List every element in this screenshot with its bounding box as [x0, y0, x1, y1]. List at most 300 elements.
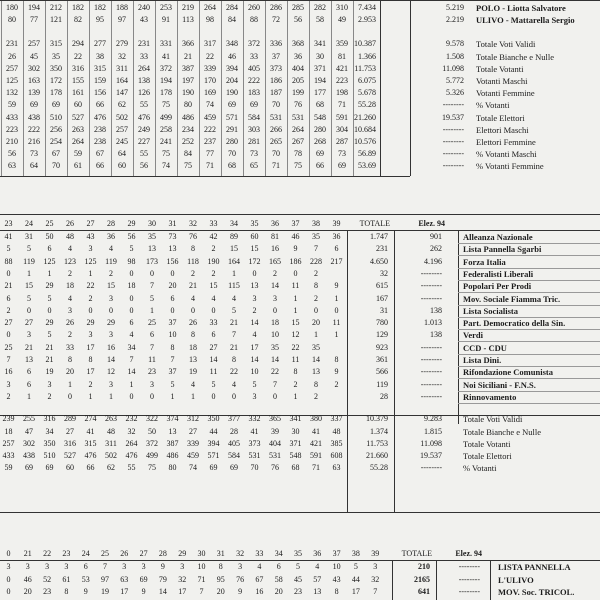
table-cell: 98: [127, 256, 136, 266]
table-cell: 182: [94, 3, 106, 12]
table-cell: 204: [226, 76, 238, 85]
table-cell: 3: [109, 379, 113, 389]
table-cell: 52: [43, 574, 52, 584]
table-row: [0, 561, 600, 573]
table-cell: 55: [127, 463, 136, 473]
table-cell: 13: [25, 355, 33, 364]
table-cell: 76: [236, 574, 245, 584]
table-cell: 336: [270, 39, 282, 49]
table-cell: 66: [96, 161, 104, 171]
table-cell: 316: [64, 438, 76, 448]
table-cell: 0: [150, 391, 154, 401]
table-cell: 571: [207, 451, 220, 461]
table-cell: 0: [252, 268, 257, 278]
table-cell: 27: [209, 342, 218, 352]
column-rule: [1, 0, 2, 176]
table-cell: 178: [160, 88, 172, 98]
table-cell: 499: [146, 451, 158, 461]
column-rule: [309, 0, 310, 176]
table-cell: 2: [252, 305, 257, 315]
total-cell: 129: [376, 330, 388, 340]
table-cell: 64: [30, 161, 38, 171]
table-cell: 67: [52, 149, 60, 159]
table-row: [0, 256, 600, 268]
table-cell: 18: [189, 342, 197, 352]
total-cell: 10.387: [354, 39, 376, 49]
table-cell: 15: [230, 244, 238, 254]
table-cell: 1: [109, 391, 113, 401]
table-cell: 75: [294, 161, 302, 171]
table-cell: 132: [6, 88, 18, 98]
table-cell: 284: [226, 3, 238, 12]
table-cell: 2: [88, 293, 93, 303]
table-cell: 84: [184, 149, 192, 159]
table-cell: 61: [62, 574, 71, 584]
table-cell: 0: [27, 305, 31, 315]
table-cell: 7: [170, 355, 175, 364]
table-cell: 591: [336, 112, 348, 122]
table-cell: 21: [25, 342, 33, 352]
prev-cell: --------: [442, 124, 464, 134]
column-header: 33: [255, 549, 264, 558]
table-cell: 0: [150, 268, 154, 278]
table-cell: 67: [255, 574, 264, 584]
table-cell: 2: [6, 305, 11, 315]
table-row: [0, 160, 600, 172]
prev-cell: --------: [420, 281, 442, 291]
table-cell: 13: [250, 281, 259, 291]
prev-cell: 5.772: [446, 76, 464, 85]
table-cell: 289: [64, 414, 76, 424]
table-cell: 14: [209, 355, 218, 364]
table-cell: 0: [191, 305, 195, 315]
table-cell: 371: [289, 438, 302, 448]
table-cell: 5: [47, 330, 52, 340]
table-cell: 438: [28, 112, 40, 122]
prev-header: Elez. 94: [455, 549, 482, 558]
table-cell: 66: [96, 100, 104, 110]
row-label: LISTA PANNELLA: [498, 562, 571, 572]
total-header: TOTALE: [401, 549, 432, 558]
table-cell: 7: [373, 587, 378, 596]
table-cell: 264: [125, 438, 138, 448]
table-cell: 20: [312, 318, 320, 328]
table-cell: 253: [160, 3, 172, 12]
table-cell: 59: [74, 149, 82, 159]
table-cell: 0: [6, 574, 11, 584]
row-label: Lista Dini.: [463, 355, 502, 365]
table-cell: 29: [45, 281, 54, 291]
table-cell: 584: [248, 112, 260, 122]
table-cell: 3: [45, 562, 50, 571]
table-cell: 37: [168, 318, 177, 328]
total-cell: 167: [376, 293, 388, 303]
table-cell: 0: [232, 391, 236, 401]
table-cell: 44: [209, 426, 218, 436]
table-cell: 371: [314, 63, 326, 73]
table-cell: 222: [248, 76, 260, 85]
table-cell: 46: [228, 51, 236, 61]
table-cell: 13: [313, 587, 322, 596]
total-cell: 32: [380, 268, 388, 278]
column-header: 39: [332, 219, 341, 228]
table-row: [0, 391, 600, 403]
table-cell: 433: [6, 112, 18, 122]
table-cell: 118: [187, 256, 199, 266]
table-cell: 0: [47, 305, 52, 315]
table-cell: 69: [228, 100, 236, 110]
table-cell: 0: [88, 305, 93, 315]
table-cell: 7: [232, 330, 236, 340]
table-cell: 60: [118, 161, 126, 171]
total-cell: 1.374: [370, 426, 388, 436]
table-cell: 186: [270, 76, 282, 85]
table-cell: 499: [160, 112, 172, 122]
table-cell: 3: [180, 562, 185, 571]
prev-cell: 138: [430, 330, 442, 340]
table-cell: 286: [270, 3, 282, 12]
table-cell: 70: [272, 149, 280, 159]
table-cell: 14: [250, 318, 259, 328]
table-cell: 27: [66, 426, 74, 436]
table-header: [0, 218, 600, 230]
column-header: 22: [43, 549, 52, 558]
table-cell: 113: [182, 15, 194, 25]
table-cell: 17: [178, 587, 187, 596]
row-label: Totale Voti Validi: [476, 39, 536, 50]
table-cell: 34: [45, 426, 54, 436]
table-cell: 41: [4, 232, 13, 241]
table-cell: 3: [141, 562, 146, 571]
table-cell: 55: [140, 100, 148, 110]
prev-cell: 19.537: [420, 451, 442, 461]
column-header: 23: [62, 549, 71, 558]
table-cell: 11: [148, 355, 156, 364]
table-cell: 264: [138, 63, 150, 73]
table-cell: 279: [116, 39, 128, 49]
table-cell: 172: [50, 76, 62, 85]
table-cell: 311: [105, 438, 117, 448]
table-cell: 76: [271, 463, 279, 473]
table-cell: 50: [45, 232, 54, 241]
table-cell: 3: [252, 293, 257, 303]
table-cell: 9: [83, 587, 88, 596]
table-cell: 170: [204, 76, 216, 85]
table-cell: 14: [312, 355, 320, 364]
table-cell: 294: [72, 39, 84, 49]
column-rule: [199, 0, 200, 176]
total-cell: 5.678: [358, 88, 376, 98]
table-cell: 7: [129, 355, 134, 364]
table-cell: 33: [209, 318, 218, 328]
column-header: 26: [120, 549, 129, 558]
table-cell: 58: [274, 574, 283, 584]
table-cell: 502: [116, 112, 128, 122]
total-cell: 361: [376, 355, 388, 364]
table-cell: 66: [86, 463, 95, 473]
table-cell: 3: [122, 562, 127, 571]
table-cell: 75: [162, 149, 170, 159]
table-row: [0, 317, 600, 329]
table-cell: 125: [43, 256, 56, 266]
table-cell: 531: [248, 451, 261, 461]
table-cell: 164: [228, 256, 240, 266]
table-cell: 0: [170, 268, 175, 278]
table-cell: 227: [138, 137, 150, 146]
table-cell: 97: [118, 15, 126, 25]
table-cell: 8: [170, 342, 175, 352]
table-cell: 3: [64, 562, 69, 571]
table-cell: 240: [138, 3, 150, 12]
table-cell: 2: [334, 379, 339, 389]
table-cell: 8: [314, 281, 318, 291]
table-cell: 274: [84, 414, 97, 424]
table-cell: 69: [316, 149, 324, 159]
row-label: Popolari Per Prodi: [463, 281, 532, 292]
table-cell: 231: [6, 39, 18, 49]
table-cell: 315: [94, 63, 106, 73]
table-cell: 548: [314, 112, 326, 122]
table-cell: 316: [72, 63, 84, 73]
column-header: 37: [291, 219, 300, 228]
table-cell: 377: [228, 414, 240, 424]
total-cell: 1.747: [370, 232, 388, 241]
table-cell: 476: [138, 112, 150, 122]
table-cell: 216: [28, 137, 40, 146]
table-cell: 7: [103, 562, 107, 571]
total-cell: 31: [380, 305, 388, 315]
table-cell: 18: [66, 281, 74, 291]
table-cell: 3: [6, 379, 11, 389]
table-cell: 387: [166, 438, 179, 448]
table-cell: 62: [107, 463, 115, 473]
table-cell: 22: [86, 281, 95, 291]
total-cell: 780: [376, 318, 388, 328]
table-cell: 217: [330, 256, 343, 266]
table-cell: 0: [129, 305, 134, 315]
total-cell: 4.650: [370, 256, 388, 266]
table-cell: 4: [191, 293, 195, 303]
table-cell: 387: [182, 63, 194, 73]
prev-cell: 138: [430, 305, 442, 315]
table-cell: 2: [314, 293, 318, 303]
table-cell: 304: [336, 124, 348, 134]
column-header: 23: [4, 219, 13, 228]
table-cell: 63: [120, 574, 129, 584]
table-cell: 22: [230, 367, 238, 377]
table-cell: 0: [273, 391, 277, 401]
table-cell: 194: [314, 76, 326, 85]
table-cell: 1: [170, 391, 175, 401]
table-cell: 315: [84, 438, 97, 448]
table-cell: 280: [226, 137, 238, 146]
table-cell: 277: [94, 39, 106, 49]
prev-cell: 11.098: [442, 63, 464, 73]
table-cell: 119: [23, 256, 35, 266]
table-cell: 36: [294, 51, 302, 61]
table-cell: 23: [294, 587, 302, 596]
table-cell: 6: [276, 562, 281, 571]
table-cell: 15: [291, 318, 300, 328]
table-cell: 1: [293, 305, 298, 315]
table-cell: 1: [27, 391, 31, 401]
table-cell: 268: [314, 137, 326, 146]
table-cell: 4: [315, 562, 320, 571]
divider-prev: [410, 0, 411, 176]
table-cell: 10: [168, 330, 177, 340]
table-cell: 75: [184, 161, 192, 171]
table-cell: 486: [166, 451, 179, 461]
table-cell: 57: [313, 574, 322, 584]
total-cell: 10.379: [366, 414, 388, 424]
table-cell: 264: [72, 137, 84, 146]
total-cell: 10.576: [354, 137, 376, 146]
column-header: 38: [351, 549, 360, 558]
table-cell: 223: [336, 76, 348, 85]
table-cell: 257: [6, 63, 18, 73]
table-cell: 374: [166, 414, 179, 424]
table-cell: 2: [68, 330, 72, 340]
table-cell: 27: [4, 318, 13, 328]
table-cell: 476: [94, 112, 106, 122]
table-cell: 373: [270, 63, 282, 73]
table-cell: 4: [68, 244, 72, 254]
total-cell: 11.753: [354, 63, 376, 73]
table-cell: 3: [88, 244, 93, 254]
table-cell: 433: [2, 451, 15, 461]
table-cell: 41: [250, 426, 259, 436]
column-header: 38: [312, 219, 320, 228]
table-cell: 373: [248, 438, 261, 448]
table-row: [0, 136, 600, 148]
table-cell: 18: [127, 281, 136, 291]
table-cell: 3: [238, 562, 243, 571]
table-cell: 316: [43, 414, 56, 424]
column-header: 25: [101, 549, 109, 558]
table-cell: 13: [189, 355, 197, 364]
table-cell: 194: [160, 76, 172, 85]
row-label: CCD - CDU: [463, 342, 507, 353]
table-cell: 404: [292, 63, 304, 73]
table-cell: 2: [314, 268, 318, 278]
table-cell: 17: [86, 342, 95, 352]
prev-header: Elez. 94: [418, 219, 445, 228]
section-parties: [0, 218, 600, 508]
table-cell: 4: [109, 244, 113, 254]
table-cell: 394: [207, 438, 220, 448]
prev-cell: --------: [420, 463, 442, 473]
table-cell: 177: [314, 88, 326, 98]
table-cell: 68: [316, 100, 324, 110]
prev-cell: --------: [420, 355, 442, 364]
table-cell: 255: [23, 414, 35, 424]
table-row: [0, 293, 600, 305]
table-cell: 222: [204, 124, 216, 134]
prev-cell: --------: [442, 149, 464, 159]
table-cell: 317: [204, 39, 216, 49]
row-label: MOV. Soc. TRICOL.: [498, 587, 575, 597]
table-cell: 0: [211, 391, 216, 401]
column-header: 36: [271, 219, 279, 228]
total-cell: 231: [376, 244, 388, 254]
table-cell: 10: [332, 562, 341, 571]
table-cell: 188: [116, 3, 128, 12]
prev-cell: 9.578: [446, 39, 464, 49]
table-cell: 527: [64, 451, 76, 461]
row-label: Alleanza Nazionale: [463, 232, 533, 242]
column-header: 0: [6, 549, 11, 558]
table-cell: 42: [209, 232, 218, 241]
column-header: 31: [168, 219, 177, 228]
column-rule: [133, 0, 134, 176]
column-header: 35: [294, 549, 302, 558]
row-label: ULIVO - Mattarella Sergio: [476, 15, 575, 26]
table-cell: 263: [105, 414, 117, 424]
column-rule: [89, 0, 90, 176]
table-cell: 359: [336, 39, 348, 49]
table-cell: 37: [168, 367, 177, 377]
table-cell: 285: [292, 3, 304, 12]
table-cell: 20: [66, 367, 74, 377]
table-row: [0, 342, 600, 354]
table-cell: 348: [226, 39, 238, 49]
table-cell: 47: [25, 426, 33, 436]
row-label: Totale Elettori: [463, 451, 512, 462]
column-header: 29: [127, 219, 136, 228]
table-cell: 0: [129, 268, 134, 278]
table-cell: 71: [338, 100, 346, 110]
column-header: 27: [86, 219, 95, 228]
total-cell: 53.69: [358, 161, 376, 171]
table-cell: 21: [189, 281, 197, 291]
table-cell: 64: [118, 149, 126, 159]
table-cell: 125: [84, 256, 97, 266]
table-cell: 121: [50, 15, 62, 25]
table-cell: 21: [184, 51, 192, 61]
table-cell: 69: [52, 100, 60, 110]
table-cell: 15: [250, 244, 259, 254]
table-cell: 404: [269, 438, 281, 448]
table-cell: 1: [334, 330, 339, 340]
table-cell: 20: [168, 281, 177, 291]
table-cell: 138: [138, 76, 150, 85]
table-cell: 17: [250, 342, 259, 352]
table-cell: 15: [209, 281, 218, 291]
section-lists: [0, 548, 600, 600]
table-cell: 9: [334, 367, 339, 377]
table-cell: 8: [314, 379, 318, 389]
prev-cell: 11.098: [420, 438, 442, 448]
total-cell: 21.660: [366, 451, 388, 461]
table-cell: 33: [140, 51, 148, 61]
table-cell: 7: [150, 281, 154, 291]
table-cell: 84: [228, 15, 236, 25]
table-cell: 41: [162, 51, 170, 61]
table-cell: 199: [292, 88, 304, 98]
table-cell: 510: [43, 451, 56, 461]
table-row: [0, 268, 600, 280]
table-cell: 48: [332, 426, 341, 436]
column-rule: [111, 0, 112, 176]
table-cell: 81: [338, 51, 346, 61]
table-cell: 46: [23, 574, 32, 584]
prev-cell: 1.508: [446, 51, 464, 61]
column-header: 30: [148, 219, 156, 228]
table-cell: 3: [88, 330, 93, 340]
prev-cell: --------: [458, 587, 480, 596]
table-cell: 69: [230, 463, 238, 473]
table-cell: 0: [68, 391, 72, 401]
